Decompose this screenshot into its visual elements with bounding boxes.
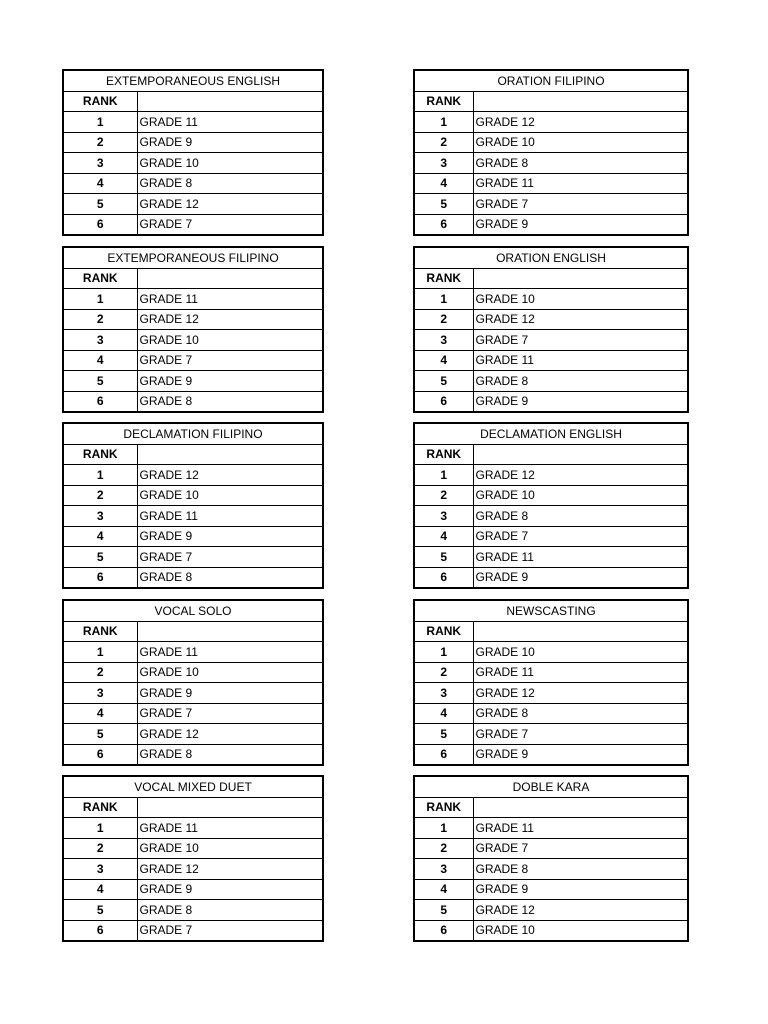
grade-cell: GRADE 8: [137, 744, 323, 765]
table-row: [63, 818, 323, 839]
table-row: [414, 838, 688, 859]
grade-cell: GRADE 8: [137, 900, 323, 921]
grade-cell: GRADE 11: [473, 547, 688, 568]
rank-number: 3: [63, 330, 137, 351]
rank-number: 3: [414, 330, 473, 351]
empty-header-cell: [137, 268, 323, 289]
table-row: [63, 724, 323, 745]
grade-cell: GRADE 11: [473, 350, 688, 371]
grade-cell: GRADE 12: [137, 309, 323, 330]
grade-cell: GRADE 10: [473, 485, 688, 506]
grade-cell: GRADE 7: [473, 724, 688, 745]
table-row: [63, 391, 323, 412]
rank-number: 5: [63, 194, 137, 215]
rank-number: 1: [63, 112, 137, 133]
table-row: [414, 879, 688, 900]
table-row: [414, 547, 688, 568]
table-row: [414, 703, 688, 724]
rank-number: 4: [63, 879, 137, 900]
table-row: [63, 567, 323, 588]
grade-cell: GRADE 10: [137, 485, 323, 506]
grade-cell: GRADE 8: [473, 506, 688, 527]
table-row: [63, 859, 323, 880]
grade-cell: GRADE 9: [473, 567, 688, 588]
grade-cell: GRADE 10: [473, 920, 688, 941]
table-row: [414, 744, 688, 765]
table-row: [63, 547, 323, 568]
empty-header-cell: [473, 268, 688, 289]
table-row: [63, 112, 323, 133]
table-title: EXTEMPORANEOUS FILIPINO: [63, 247, 323, 268]
table-title: ORATION ENGLISH: [414, 247, 688, 268]
rank-number: 2: [63, 132, 137, 153]
rank-number: 1: [414, 465, 473, 486]
ranking-table: [62, 599, 324, 766]
empty-header-cell: [473, 621, 688, 642]
rank-number: 5: [63, 900, 137, 921]
table-row: [63, 350, 323, 371]
table-row: [414, 391, 688, 412]
table-row: [414, 194, 688, 215]
table-row: [414, 567, 688, 588]
rank-number: 4: [63, 703, 137, 724]
rank-number: 3: [63, 859, 137, 880]
grade-cell: GRADE 10: [137, 153, 323, 174]
rank-number: 2: [63, 662, 137, 683]
table-row: [414, 173, 688, 194]
rank-column-header: RANK: [63, 621, 137, 642]
table-title: DECLAMATION ENGLISH: [414, 423, 688, 444]
table-row: [63, 526, 323, 547]
ranking-table: [413, 69, 689, 236]
rank-number: 6: [414, 567, 473, 588]
table-row: [63, 309, 323, 330]
grade-cell: GRADE 9: [137, 683, 323, 704]
table-row: [63, 879, 323, 900]
rank-column-header: RANK: [414, 268, 473, 289]
rank-column-header: RANK: [63, 444, 137, 465]
rank-number: 2: [414, 485, 473, 506]
table-row: [63, 214, 323, 235]
grade-cell: GRADE 9: [137, 526, 323, 547]
rank-number: 3: [414, 859, 473, 880]
rank-number: 4: [414, 526, 473, 547]
table-row: [414, 642, 688, 663]
table-row: [414, 112, 688, 133]
grade-cell: GRADE 12: [137, 859, 323, 880]
grade-cell: GRADE 10: [137, 330, 323, 351]
table-title: EXTEMPORANEOUS ENGLISH: [63, 70, 323, 91]
grade-cell: GRADE 10: [473, 642, 688, 663]
rank-number: 3: [63, 683, 137, 704]
table-row: [63, 289, 323, 310]
grade-cell: GRADE 8: [473, 371, 688, 392]
rank-number: 1: [63, 642, 137, 663]
rank-number: 4: [63, 350, 137, 371]
rank-number: 3: [414, 153, 473, 174]
table-row: [414, 309, 688, 330]
grade-cell: GRADE 8: [137, 391, 323, 412]
grade-cell: GRADE 7: [137, 350, 323, 371]
table-title: VOCAL MIXED DUET: [63, 776, 323, 797]
grade-cell: GRADE 11: [137, 642, 323, 663]
table-row: [414, 818, 688, 839]
grade-cell: GRADE 7: [473, 330, 688, 351]
table-title: NEWSCASTING: [414, 600, 688, 621]
ranking-table: [62, 775, 324, 942]
rank-number: 5: [63, 724, 137, 745]
rank-number: 2: [63, 838, 137, 859]
table-row: [63, 703, 323, 724]
rank-number: 1: [414, 642, 473, 663]
grade-cell: GRADE 9: [137, 879, 323, 900]
rank-number: 1: [63, 465, 137, 486]
table-row: [414, 900, 688, 921]
table-row: [63, 485, 323, 506]
table-title: ORATION FILIPINO: [414, 70, 688, 91]
table-title: VOCAL SOLO: [63, 600, 323, 621]
grade-cell: GRADE 8: [473, 153, 688, 174]
rank-number: 2: [414, 662, 473, 683]
table-row: [63, 465, 323, 486]
grade-cell: GRADE 7: [473, 194, 688, 215]
rank-number: 6: [414, 920, 473, 941]
grade-cell: GRADE 12: [473, 683, 688, 704]
rank-number: 1: [63, 289, 137, 310]
rank-number: 6: [63, 920, 137, 941]
table-row: [63, 642, 323, 663]
grade-cell: GRADE 11: [137, 818, 323, 839]
grade-cell: GRADE 8: [473, 859, 688, 880]
table-row: [63, 662, 323, 683]
ranking-table: [62, 422, 324, 589]
grade-cell: GRADE 7: [137, 920, 323, 941]
rank-number: 6: [63, 214, 137, 235]
rank-number: 3: [414, 683, 473, 704]
grade-cell: GRADE 12: [137, 724, 323, 745]
table-row: [63, 838, 323, 859]
table-row: [414, 132, 688, 153]
grade-cell: GRADE 9: [473, 214, 688, 235]
table-row: [414, 330, 688, 351]
rank-number: 2: [414, 132, 473, 153]
ranking-table: [62, 246, 324, 413]
ranking-table: [413, 246, 689, 413]
grade-cell: GRADE 12: [473, 465, 688, 486]
grade-cell: GRADE 11: [137, 112, 323, 133]
empty-header-cell: [137, 444, 323, 465]
grade-cell: GRADE 9: [137, 132, 323, 153]
table-row: [414, 859, 688, 880]
rank-number: 1: [414, 289, 473, 310]
rank-number: 4: [63, 526, 137, 547]
ranking-table: [413, 422, 689, 589]
table-row: [414, 662, 688, 683]
table-row: [414, 526, 688, 547]
rank-column-header: RANK: [63, 268, 137, 289]
ranking-table: [62, 69, 324, 236]
rank-number: 6: [63, 567, 137, 588]
rank-number: 5: [414, 724, 473, 745]
empty-header-cell: [137, 91, 323, 112]
table-row: [414, 153, 688, 174]
grade-cell: GRADE 11: [473, 173, 688, 194]
grade-cell: GRADE 7: [137, 703, 323, 724]
grade-cell: GRADE 8: [473, 703, 688, 724]
rank-number: 6: [414, 744, 473, 765]
grade-cell: GRADE 10: [137, 662, 323, 683]
grade-cell: GRADE 11: [473, 662, 688, 683]
rank-number: 3: [63, 506, 137, 527]
grade-cell: GRADE 12: [137, 194, 323, 215]
grade-cell: GRADE 11: [137, 506, 323, 527]
grade-cell: GRADE 9: [473, 744, 688, 765]
rank-column-header: RANK: [414, 797, 473, 818]
rank-number: 2: [63, 309, 137, 330]
rank-column-header: RANK: [63, 91, 137, 112]
table-row: [414, 350, 688, 371]
table-title: DECLAMATION FILIPINO: [63, 423, 323, 444]
rank-number: 2: [414, 838, 473, 859]
grade-cell: GRADE 9: [473, 391, 688, 412]
grade-cell: GRADE 10: [137, 838, 323, 859]
table-row: [414, 485, 688, 506]
rank-number: 6: [63, 744, 137, 765]
rank-number: 6: [63, 391, 137, 412]
table-row: [414, 289, 688, 310]
grade-cell: GRADE 7: [473, 526, 688, 547]
grade-cell: GRADE 11: [137, 289, 323, 310]
grade-cell: GRADE 12: [473, 309, 688, 330]
grade-cell: GRADE 8: [137, 567, 323, 588]
rank-number: 3: [63, 153, 137, 174]
rank-number: 4: [63, 173, 137, 194]
table-row: [63, 173, 323, 194]
empty-header-cell: [137, 621, 323, 642]
grade-cell: GRADE 11: [473, 818, 688, 839]
grade-cell: GRADE 8: [137, 173, 323, 194]
grade-cell: GRADE 12: [137, 465, 323, 486]
table-row: [63, 920, 323, 941]
rank-number: 3: [414, 506, 473, 527]
grade-cell: GRADE 12: [473, 112, 688, 133]
rank-column-header: RANK: [414, 91, 473, 112]
empty-header-cell: [473, 797, 688, 818]
table-row: [414, 214, 688, 235]
grade-cell: GRADE 10: [473, 132, 688, 153]
rank-column-header: RANK: [414, 444, 473, 465]
table-title: DOBLE KARA: [414, 776, 688, 797]
empty-header-cell: [137, 797, 323, 818]
grade-cell: GRADE 12: [473, 900, 688, 921]
table-row: [63, 132, 323, 153]
table-row: [63, 683, 323, 704]
table-row: [63, 900, 323, 921]
table-row: [414, 920, 688, 941]
grade-cell: GRADE 7: [137, 547, 323, 568]
table-row: [63, 194, 323, 215]
grade-cell: GRADE 9: [473, 879, 688, 900]
empty-header-cell: [473, 444, 688, 465]
table-row: [414, 371, 688, 392]
empty-header-cell: [473, 91, 688, 112]
rank-number: 6: [414, 214, 473, 235]
rank-number: 4: [414, 350, 473, 371]
grade-cell: GRADE 10: [473, 289, 688, 310]
rank-number: 1: [414, 112, 473, 133]
rank-number: 1: [414, 818, 473, 839]
rank-number: 5: [414, 371, 473, 392]
rank-number: 5: [414, 194, 473, 215]
table-row: [414, 506, 688, 527]
table-row: [414, 724, 688, 745]
grade-cell: GRADE 7: [137, 214, 323, 235]
table-row: [63, 371, 323, 392]
grade-cell: GRADE 9: [137, 371, 323, 392]
grade-cell: GRADE 7: [473, 838, 688, 859]
rank-number: 2: [414, 309, 473, 330]
rank-number: 5: [414, 547, 473, 568]
table-row: [63, 744, 323, 765]
ranking-table: [413, 775, 689, 942]
table-row: [63, 153, 323, 174]
rank-column-header: RANK: [414, 621, 473, 642]
table-row: [63, 506, 323, 527]
rank-number: 4: [414, 703, 473, 724]
rank-number: 2: [63, 485, 137, 506]
rank-number: 1: [63, 818, 137, 839]
rank-number: 5: [63, 371, 137, 392]
table-row: [63, 330, 323, 351]
table-row: [414, 465, 688, 486]
rank-number: 4: [414, 879, 473, 900]
rank-column-header: RANK: [63, 797, 137, 818]
ranking-table: [413, 599, 689, 766]
table-row: [414, 683, 688, 704]
rank-number: 4: [414, 173, 473, 194]
rank-number: 5: [63, 547, 137, 568]
rank-number: 6: [414, 391, 473, 412]
rank-number: 5: [414, 900, 473, 921]
